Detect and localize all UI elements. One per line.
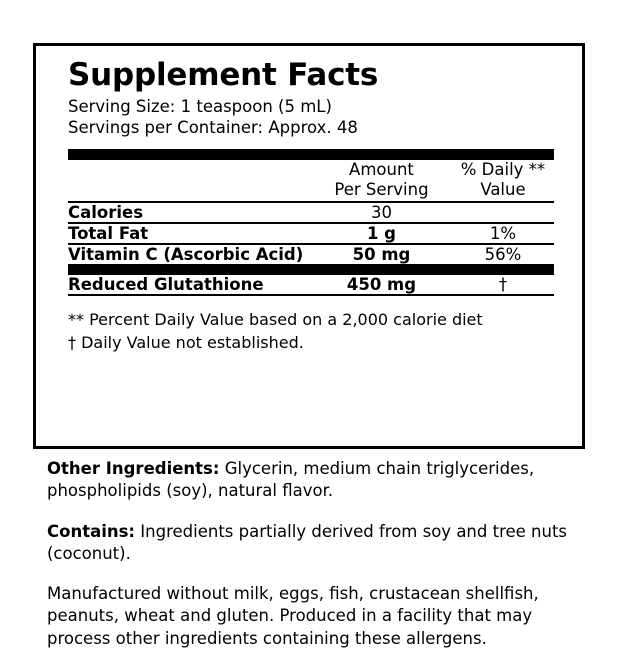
row-amount: 30 <box>370 203 392 223</box>
row-label: Total Fat <box>68 224 149 244</box>
row-label: Reduced Glutathione <box>68 275 264 295</box>
table-row <box>68 224 554 243</box>
row-amount: 50 mg <box>352 245 411 265</box>
footnotes <box>68 296 554 354</box>
table-row <box>68 203 554 222</box>
row-amount: 450 mg <box>346 275 417 295</box>
row-label: Vitamin C (Ascorbic Acid) <box>68 245 304 265</box>
divider-thick-top <box>68 149 554 160</box>
other-ingredients-text: Glycerin, medium chain triglycerides, phospholipids (soy), natural flavor. <box>47 459 535 501</box>
nutrition-row-glutathione <box>68 275 554 294</box>
row-daily-value <box>452 203 554 222</box>
contains-label: Contains: <box>47 521 136 541</box>
panel-title: Supplement Facts <box>68 57 379 93</box>
servings-per-container-text: Servings per Container: Approx. 48 <box>68 118 358 138</box>
header-amount-line2: Per Serving <box>334 180 429 200</box>
header-dv-line2: Value <box>480 180 526 200</box>
supplement-facts-panel <box>33 43 585 449</box>
label-body-text <box>47 458 590 650</box>
other-ingredients-label: Other Ingredients: <box>47 459 220 478</box>
manufactured-paragraph: Manufactured without milk, eggs, fish, crustacean shellfish, peanuts, wheat and gluten. Produced in a facility that may process other ingredients containing these allergens. <box>47 584 539 648</box>
table-row <box>68 245 554 264</box>
footnote-daily-value-not-established: † Daily Value not established. <box>68 333 304 353</box>
header-dv-line1: % Daily ** <box>460 159 546 179</box>
header-daily-value-cell <box>452 160 554 201</box>
nutrition-row-vitamin-c <box>68 245 554 264</box>
table-row <box>68 275 554 294</box>
panel-content <box>68 58 554 354</box>
row-daily-value: 1% <box>489 224 517 244</box>
header-amount-line1: Amount <box>349 159 414 179</box>
row-label: Calories <box>68 203 144 223</box>
footnote-percent-daily-value: ** Percent Daily Value based on a 2,000 calorie diet <box>68 310 483 330</box>
serving-size-text: Serving Size: 1 teaspoon (5 mL) <box>68 96 332 116</box>
row-daily-value: 56% <box>484 245 522 265</box>
row-daily-value: † <box>498 275 508 295</box>
nutrition-row-total-fat <box>68 224 554 243</box>
header-blank-cell <box>68 160 311 201</box>
contains-paragraph <box>47 521 590 566</box>
divider-thick-mid <box>68 264 554 275</box>
contains-text: Ingredients partially derived from soy and tree nuts (coconut). <box>47 521 568 563</box>
nutrition-row-calories <box>68 203 554 222</box>
nutrition-table <box>68 160 554 201</box>
header-amount-cell <box>311 160 452 201</box>
other-ingredients-paragraph <box>47 458 590 503</box>
table-header-row <box>68 160 554 201</box>
row-amount: 1 g <box>366 224 396 244</box>
